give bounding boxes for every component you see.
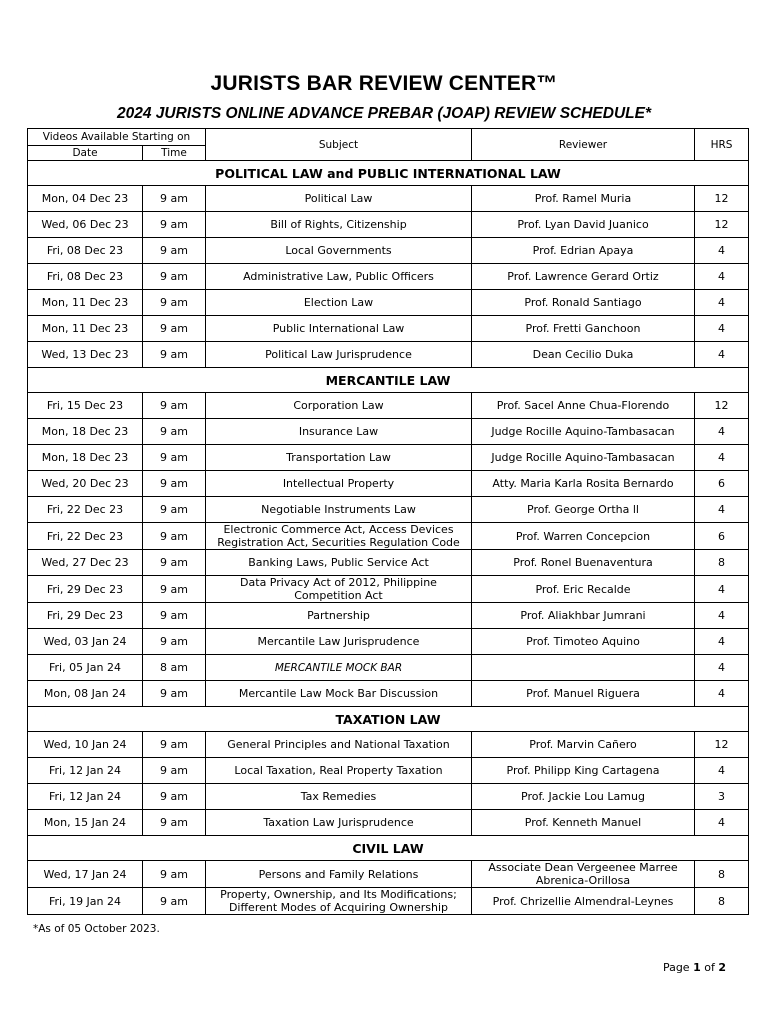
cell-hrs: 8	[695, 861, 749, 888]
cell-hrs: 4	[695, 758, 749, 784]
table-row	[28, 290, 749, 316]
cell-hrs: 4	[695, 681, 749, 707]
cell-hrs: 6	[695, 523, 749, 550]
cell-date: Fri, 12 Jan 24	[28, 784, 143, 810]
cell-reviewer: Prof. George Ortha ll	[472, 497, 695, 523]
cell-hrs: 6	[695, 471, 749, 497]
cell-time: 9 am	[143, 523, 206, 550]
table-row	[28, 523, 749, 550]
table-row	[28, 758, 749, 784]
table-row	[28, 316, 749, 342]
table-row	[28, 471, 749, 497]
cell-hrs: 4	[695, 655, 749, 681]
videos-available-header: Videos Available Starting on	[28, 129, 206, 146]
cell-subject: Political Law	[206, 186, 472, 212]
cell-reviewer: Prof. Marvin Cañero	[472, 732, 695, 758]
cell-reviewer: Prof. Eric Recalde	[472, 576, 695, 603]
cell-reviewer: Prof. Ronald Santiago	[472, 290, 695, 316]
cell-subject: Persons and Family Relations	[206, 861, 472, 888]
cell-hrs: 3	[695, 784, 749, 810]
cell-subject: Taxation Law Jurisprudence	[206, 810, 472, 836]
page-prefix: Page	[662, 961, 690, 974]
cell-date: Mon, 15 Jan 24	[28, 810, 143, 836]
cell-date: Fri, 22 Dec 23	[28, 523, 143, 550]
cell-subject: Electronic Commerce Act, Access Devices Registration Act, Securities Regulation Code	[206, 523, 472, 550]
section-header-row	[28, 161, 749, 186]
table-row	[28, 784, 749, 810]
cell-reviewer	[472, 655, 695, 681]
cell-time: 9 am	[143, 445, 206, 471]
cell-hrs: 4	[695, 576, 749, 603]
cell-subject: Banking Laws, Public Service Act	[206, 550, 472, 576]
table-row	[28, 419, 749, 445]
cell-reviewer: Judge Rocille Aquino-Tambasacan	[472, 445, 695, 471]
cell-subject: Political Law Jurisprudence	[206, 342, 472, 368]
cell-date: Wed, 13 Dec 23	[28, 342, 143, 368]
cell-hrs: 8	[695, 888, 749, 915]
cell-subject: Tax Remedies	[206, 784, 472, 810]
cell-reviewer: Prof. Timoteo Aquino	[472, 629, 695, 655]
cell-time: 9 am	[143, 264, 206, 290]
cell-reviewer: Associate Dean Vergeenee Marree Abrenica-Orillosa	[472, 861, 695, 888]
cell-date: Fri, 15 Dec 23	[28, 393, 143, 419]
table-row	[28, 550, 749, 576]
table-row	[28, 732, 749, 758]
cell-subject: Transportation Law	[206, 445, 472, 471]
cell-time: 9 am	[143, 758, 206, 784]
cell-date: Mon, 04 Dec 23	[28, 186, 143, 212]
cell-time: 8 am	[143, 655, 206, 681]
section-header-row	[28, 836, 749, 861]
subject-header: Subject	[206, 129, 472, 161]
cell-date: Wed, 03 Jan 24	[28, 629, 143, 655]
cell-time: 9 am	[143, 888, 206, 915]
cell-subject: Negotiable Instruments Law	[206, 497, 472, 523]
cell-time: 9 am	[143, 550, 206, 576]
cell-subject: Mercantile Law Jurisprudence	[206, 629, 472, 655]
table-row	[28, 393, 749, 419]
cell-time: 9 am	[143, 681, 206, 707]
cell-date: Wed, 27 Dec 23	[28, 550, 143, 576]
table-row	[28, 629, 749, 655]
table-row	[28, 576, 749, 603]
cell-time: 9 am	[143, 603, 206, 629]
cell-hrs: 4	[695, 238, 749, 264]
table-row	[28, 655, 749, 681]
table-row	[28, 212, 749, 238]
cell-hrs: 12	[695, 212, 749, 238]
cell-date: Mon, 11 Dec 23	[28, 316, 143, 342]
cell-time: 9 am	[143, 393, 206, 419]
cell-subject: Property, Ownership, and Its Modifications; Different Modes of Acquiring Ownership	[206, 888, 472, 915]
cell-hrs: 4	[695, 810, 749, 836]
hrs-header: HRS	[695, 129, 749, 161]
table-row	[28, 497, 749, 523]
cell-time: 9 am	[143, 316, 206, 342]
cell-reviewer: Prof. Lawrence Gerard Ortiz	[472, 264, 695, 290]
cell-time: 9 am	[143, 238, 206, 264]
cell-reviewer: Prof. Fretti Ganchoon	[472, 316, 695, 342]
cell-time: 9 am	[143, 342, 206, 368]
reviewer-header: Reviewer	[472, 129, 695, 161]
table-row	[28, 681, 749, 707]
cell-subject: Bill of Rights, Citizenship	[206, 212, 472, 238]
cell-time: 9 am	[143, 186, 206, 212]
page-current: 1	[693, 961, 701, 974]
cell-subject: Intellectual Property	[206, 471, 472, 497]
cell-subject: Corporation Law	[206, 393, 472, 419]
schedule-table	[27, 128, 749, 915]
cell-hrs: 4	[695, 264, 749, 290]
section-title: MERCANTILE LAW	[28, 368, 749, 393]
cell-date: Fri, 08 Dec 23	[28, 264, 143, 290]
cell-subject: Election Law	[206, 290, 472, 316]
cell-reviewer: Prof. Manuel Riguera	[472, 681, 695, 707]
section-title: CIVIL LAW	[28, 836, 749, 861]
cell-date: Mon, 08 Jan 24	[28, 681, 143, 707]
table-row	[28, 861, 749, 888]
cell-reviewer: Prof. Jackie Lou Lamug	[472, 784, 695, 810]
cell-reviewer: Prof. Ramel Muria	[472, 186, 695, 212]
cell-date: Fri, 29 Dec 23	[28, 576, 143, 603]
cell-hrs: 12	[695, 186, 749, 212]
cell-date: Fri, 22 Dec 23	[28, 497, 143, 523]
cell-subject: Mercantile Law Mock Bar Discussion	[206, 681, 472, 707]
cell-hrs: 4	[695, 497, 749, 523]
cell-reviewer: Prof. Sacel Anne Chua-Florendo	[472, 393, 695, 419]
cell-subject: Local Governments	[206, 238, 472, 264]
cell-date: Mon, 18 Dec 23	[28, 445, 143, 471]
cell-hrs: 8	[695, 550, 749, 576]
cell-date: Fri, 19 Jan 24	[28, 888, 143, 915]
time-header: Time	[143, 146, 206, 161]
cell-date: Mon, 18 Dec 23	[28, 419, 143, 445]
cell-subject: Insurance Law	[206, 419, 472, 445]
cell-reviewer: Dean Cecilio Duka	[472, 342, 695, 368]
section-header-row	[28, 368, 749, 393]
cell-hrs: 4	[695, 419, 749, 445]
table-row	[28, 238, 749, 264]
cell-date: Fri, 05 Jan 24	[28, 655, 143, 681]
cell-date: Fri, 12 Jan 24	[28, 758, 143, 784]
cell-reviewer: Atty. Maria Karla Rosita Bernardo	[472, 471, 695, 497]
page-number	[663, 961, 726, 974]
cell-date: Wed, 10 Jan 24	[28, 732, 143, 758]
section-header-row	[28, 707, 749, 732]
cell-subject: Data Privacy Act of 2012, Philippine Competition Act	[206, 576, 472, 603]
page-title: JURISTS BAR REVIEW CENTER™	[210, 72, 558, 95]
cell-date: Mon, 11 Dec 23	[28, 290, 143, 316]
table-row	[28, 264, 749, 290]
cell-date: Fri, 29 Dec 23	[28, 603, 143, 629]
cell-subject: Partnership	[206, 603, 472, 629]
cell-reviewer: Prof. Edrian Apaya	[472, 238, 695, 264]
cell-reviewer: Prof. Lyan David Juanico	[472, 212, 695, 238]
table-row	[28, 342, 749, 368]
schedule-subtitle: 2024 JURISTS ONLINE ADVANCE PREBAR (JOAP) REVIEW SCHEDULE*	[117, 105, 651, 122]
table-row	[28, 186, 749, 212]
section-title: POLITICAL LAW and PUBLIC INTERNATIONAL LAW	[28, 161, 749, 186]
cell-date: Wed, 06 Dec 23	[28, 212, 143, 238]
cell-time: 9 am	[143, 732, 206, 758]
cell-date: Fri, 08 Dec 23	[28, 238, 143, 264]
cell-hrs: 4	[695, 603, 749, 629]
cell-time: 9 am	[143, 419, 206, 445]
page-total: 2	[718, 961, 726, 974]
cell-hrs: 4	[695, 316, 749, 342]
page-of: of	[704, 961, 715, 974]
footnote: *As of 05 October 2023.	[33, 923, 160, 935]
cell-time: 9 am	[143, 784, 206, 810]
date-header: Date	[28, 146, 143, 161]
cell-time: 9 am	[143, 861, 206, 888]
cell-date: Wed, 20 Dec 23	[28, 471, 143, 497]
cell-subject: Public International Law	[206, 316, 472, 342]
cell-hrs: 4	[695, 629, 749, 655]
cell-time: 9 am	[143, 290, 206, 316]
table-row	[28, 888, 749, 915]
cell-reviewer: Prof. Ronel Buenaventura	[472, 550, 695, 576]
cell-hrs: 4	[695, 290, 749, 316]
cell-reviewer: Prof. Chrizellie Almendral-Leynes	[472, 888, 695, 915]
cell-subject: General Principles and National Taxation	[206, 732, 472, 758]
cell-reviewer: Prof. Philipp King Cartagena	[472, 758, 695, 784]
table-row	[28, 603, 749, 629]
cell-time: 9 am	[143, 629, 206, 655]
cell-time: 9 am	[143, 497, 206, 523]
cell-subject: Administrative Law, Public Officers	[206, 264, 472, 290]
cell-reviewer: Prof. Kenneth Manuel	[472, 810, 695, 836]
cell-subject: MERCANTILE MOCK BAR	[206, 655, 472, 681]
cell-reviewer: Prof. Warren Concepcion	[472, 523, 695, 550]
cell-time: 9 am	[143, 212, 206, 238]
cell-hrs: 4	[695, 342, 749, 368]
table-row	[28, 810, 749, 836]
cell-time: 9 am	[143, 810, 206, 836]
section-title: TAXATION LAW	[28, 707, 749, 732]
cell-hrs: 12	[695, 393, 749, 419]
cell-time: 9 am	[143, 471, 206, 497]
table-row	[28, 445, 749, 471]
cell-reviewer: Judge Rocille Aquino-Tambasacan	[472, 419, 695, 445]
cell-hrs: 4	[695, 445, 749, 471]
cell-subject: Local Taxation, Real Property Taxation	[206, 758, 472, 784]
cell-date: Wed, 17 Jan 24	[28, 861, 143, 888]
cell-hrs: 12	[695, 732, 749, 758]
schedule-body	[28, 161, 749, 915]
cell-time: 9 am	[143, 576, 206, 603]
cell-reviewer: Prof. Aliakhbar Jumrani	[472, 603, 695, 629]
